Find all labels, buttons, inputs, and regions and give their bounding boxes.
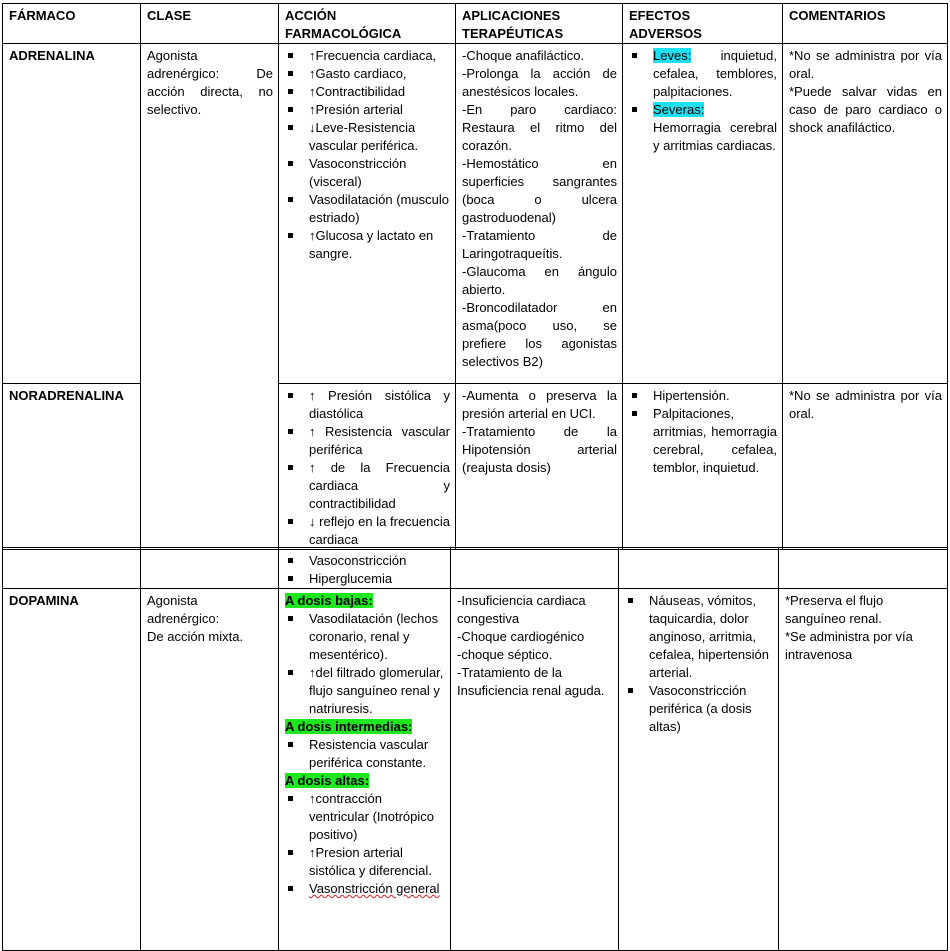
- dosis-bajas-label: A dosis bajas:: [285, 593, 373, 608]
- dosis-intermedias-label: A dosis intermedias:: [285, 719, 413, 734]
- list-item: Vasoconstricción periférica (a dosis altas): [625, 682, 773, 736]
- table-header-row: [3, 4, 948, 44]
- header-efectos: EFECTOS ADVERSOS: [623, 4, 783, 44]
- list-item: Severas: Hemorragia cerebral y arritmias cardiacas.: [629, 101, 777, 155]
- aplicaciones-adrenalina: -Choque anafiláctico. -Prolonga la acción de anestésicos locales. -En paro cardiaco: Restaura el ritmo del corazón. -Hemostático en superficies sangrantes (boca o ulcera gastroduodenal) -Tratamiento de Laringotraqueítis. -Glaucoma en ángulo abierto. -Broncodilatador en asma(poco uso, se prefiere los agonistas selectivos B2): [456, 44, 623, 384]
- clase-dopamina: Agonista adrenérgico: De acción mixta.: [141, 589, 279, 951]
- drug-name-noradrenalina: NORADRENALINA: [3, 384, 141, 550]
- severas-label: Severas:: [653, 102, 705, 117]
- drug-name-adrenalina: ADRENALINA: [3, 44, 141, 384]
- header-clase: CLASE: [141, 4, 279, 44]
- list-item: ↑ Presión sistólica y diastólica: [285, 387, 450, 423]
- accion-noradrenalina: [279, 384, 456, 550]
- list-item: ↓ reflejo en la frecuencia cardiaca: [285, 513, 450, 549]
- leves-label: Leves:: [653, 48, 692, 63]
- header-aplicaciones: APLICACIONES TERAPÉUTICAS: [456, 4, 623, 44]
- accion-adrenalina: [279, 44, 456, 384]
- drug-table-part-2: [2, 547, 948, 951]
- accion-continuacion: [279, 548, 451, 589]
- list-item: ↑Contractibilidad: [285, 83, 450, 101]
- list-item: Vasoconstricción: [285, 552, 445, 570]
- list-item: Palpitaciones, arritmias, hemorragia cerebral, cefalea, temblor, inquietud.: [629, 405, 777, 477]
- list-item: Resistencia vascular periférica constante.: [285, 736, 445, 772]
- list-item: ↑ Resistencia vascular periférica: [285, 423, 450, 459]
- dosis-altas-label: A dosis altas:: [285, 773, 370, 788]
- drug-name-dopamina: DOPAMINA: [3, 589, 141, 951]
- list-item: Vasodilatación (lechos coronario, renal y mesentérico).: [285, 610, 445, 664]
- drug-table-part-1: [2, 3, 948, 550]
- list-item: ↑ de la Frecuencia cardiaca y contractibilidad: [285, 459, 450, 513]
- efectos-dopamina: [619, 589, 779, 951]
- header-comentarios: COMENTARIOS: [783, 4, 948, 44]
- accion-dopamina: [279, 589, 451, 951]
- list-item: ↑Presion arterial sistólica y diferencial.: [285, 844, 445, 880]
- list-item: ↑del filtrado glomerular, flujo sanguíneo renal y natriuresis.: [285, 664, 445, 718]
- list-item: ↑contracción ventricular (Inotrópico positivo): [285, 790, 445, 844]
- comentarios-noradrenalina: *No se administra por vía oral.: [783, 384, 948, 550]
- list-item: Vasoconstricción (visceral): [285, 155, 450, 191]
- table-row-continuacion: [3, 548, 948, 589]
- list-item: ↑Presión arterial: [285, 101, 450, 119]
- header-farmaco: FÁRMACO: [3, 4, 141, 44]
- list-item: Vasonstricción general: [285, 880, 445, 898]
- list-item: ↑Glucosa y lactato en sangre.: [285, 227, 450, 263]
- list-item: Náuseas, vómitos, taquicardia, dolor anginoso, arritmia, cefalea, hipertensión arterial.: [625, 592, 773, 682]
- table-row-dopamina: [3, 589, 948, 951]
- clase-adrenalina: Agonista adrenérgico: De acción directa, no selectivo.: [141, 44, 279, 550]
- list-item: Hipertensión.: [629, 387, 777, 405]
- list-item: ↑Gasto cardiaco,: [285, 65, 450, 83]
- efectos-noradrenalina: [623, 384, 783, 550]
- aplicaciones-dopamina: -Insuficiencia cardiaca congestiva -Choque cardiogénico -choque séptico. -Tratamiento de la Insuficiencia renal aguda.: [451, 589, 619, 951]
- list-item: ↑Frecuencia cardiaca,: [285, 47, 450, 65]
- list-item: Leves: inquietud, cefalea, temblores, palpitaciones.: [629, 47, 777, 101]
- list-item: Hiperglucemia: [285, 570, 445, 588]
- list-item: ↓Leve-Resistencia vascular periférica.: [285, 119, 450, 155]
- comentarios-adrenalina: *No se administra por vía oral. *Puede salvar vidas en caso de paro cardiaco o shock anafiláctico.: [783, 44, 948, 384]
- efectos-adrenalina: [623, 44, 783, 384]
- list-item: Vasodilatación (musculo estriado): [285, 191, 450, 227]
- comentarios-dopamina: *Preserva el flujo sanguíneo renal. *Se administra por vía intravenosa: [779, 589, 948, 951]
- aplicaciones-noradrenalina: -Aumenta o preserva la presión arterial en UCI. -Tratamiento de la Hipotensión arterial (reajusta dosis): [456, 384, 623, 550]
- header-accion: ACCIÓN FARMACOLÓGICA: [279, 4, 456, 44]
- table-row-adrenalina: [3, 44, 948, 384]
